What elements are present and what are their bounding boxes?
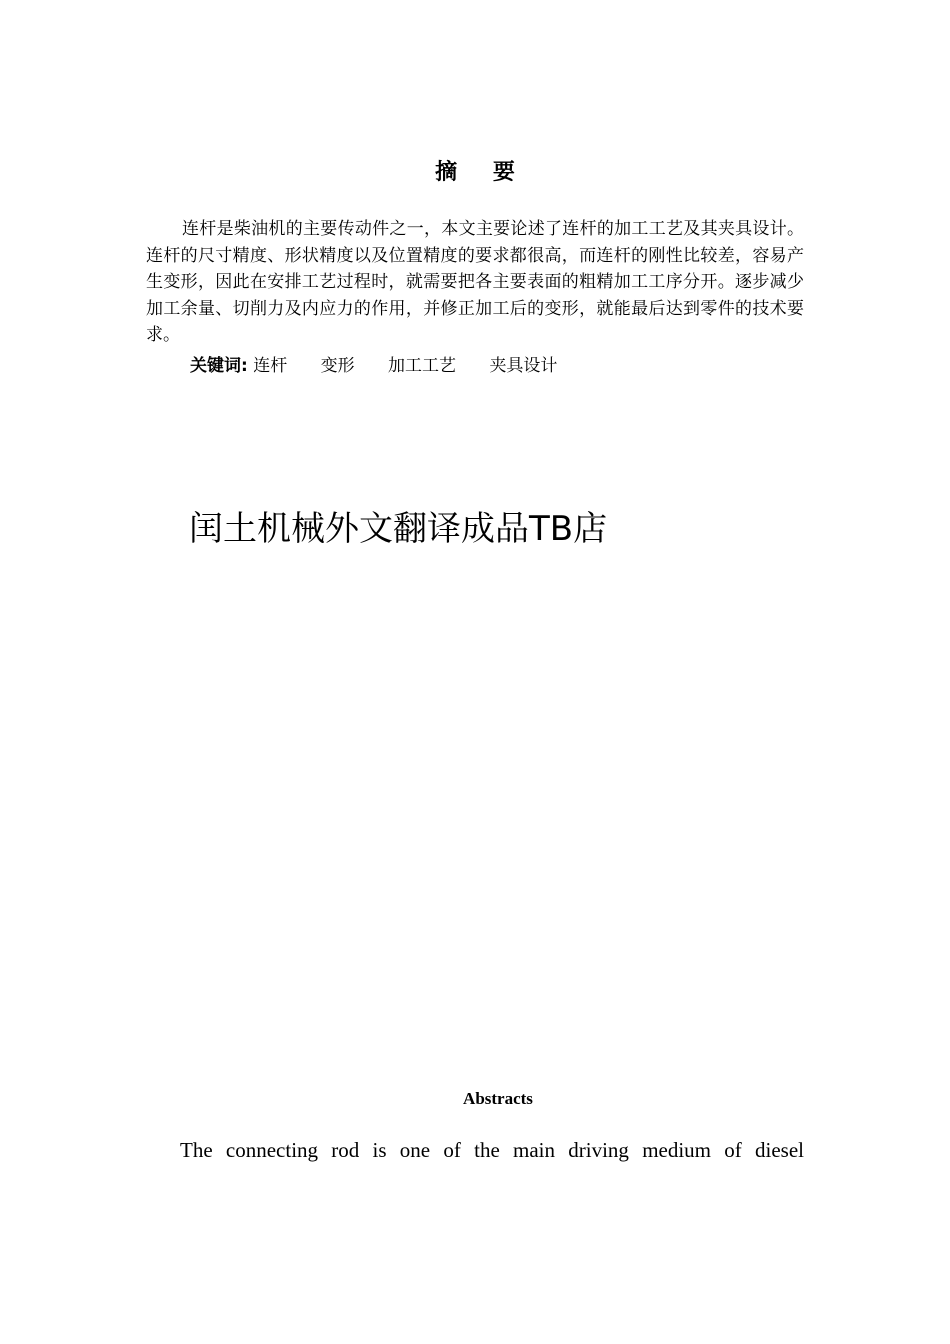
english-abstract-title: Abstracts [463, 1089, 533, 1108]
keyword-item: 连杆 [253, 356, 288, 376]
keywords-line [190, 353, 585, 379]
keyword-item: 夹具设计 [489, 356, 558, 376]
english-abstract-body: The connecting rod is one of the main driving medium of diesel [180, 1138, 804, 1162]
chinese-abstract-title: 摘 要 [435, 160, 529, 185]
shop-watermark-text: 闰土机械外文翻译成品TB店 [189, 509, 608, 549]
keyword-item: 加工工艺 [388, 356, 457, 376]
chinese-abstract-body: 连杆是柴油机的主要传动件之一，本文主要论述了连杆的加工工艺及其夹具设计。连杆的尺寸精度、形状精度以及位置精度的要求都很高，而连杆的刚性比较差，容易产生变形，因此在安排工艺过程时，就需要把各主要表面的粗精加工工序分开。逐步减少加工余量、切削力及内应力的作用，并修正加工后的变形，就能最后达到零件的技术要求。 [146, 219, 804, 345]
keyword-item: 变形 [320, 356, 355, 376]
keywords-label: 关键词: [190, 356, 248, 376]
